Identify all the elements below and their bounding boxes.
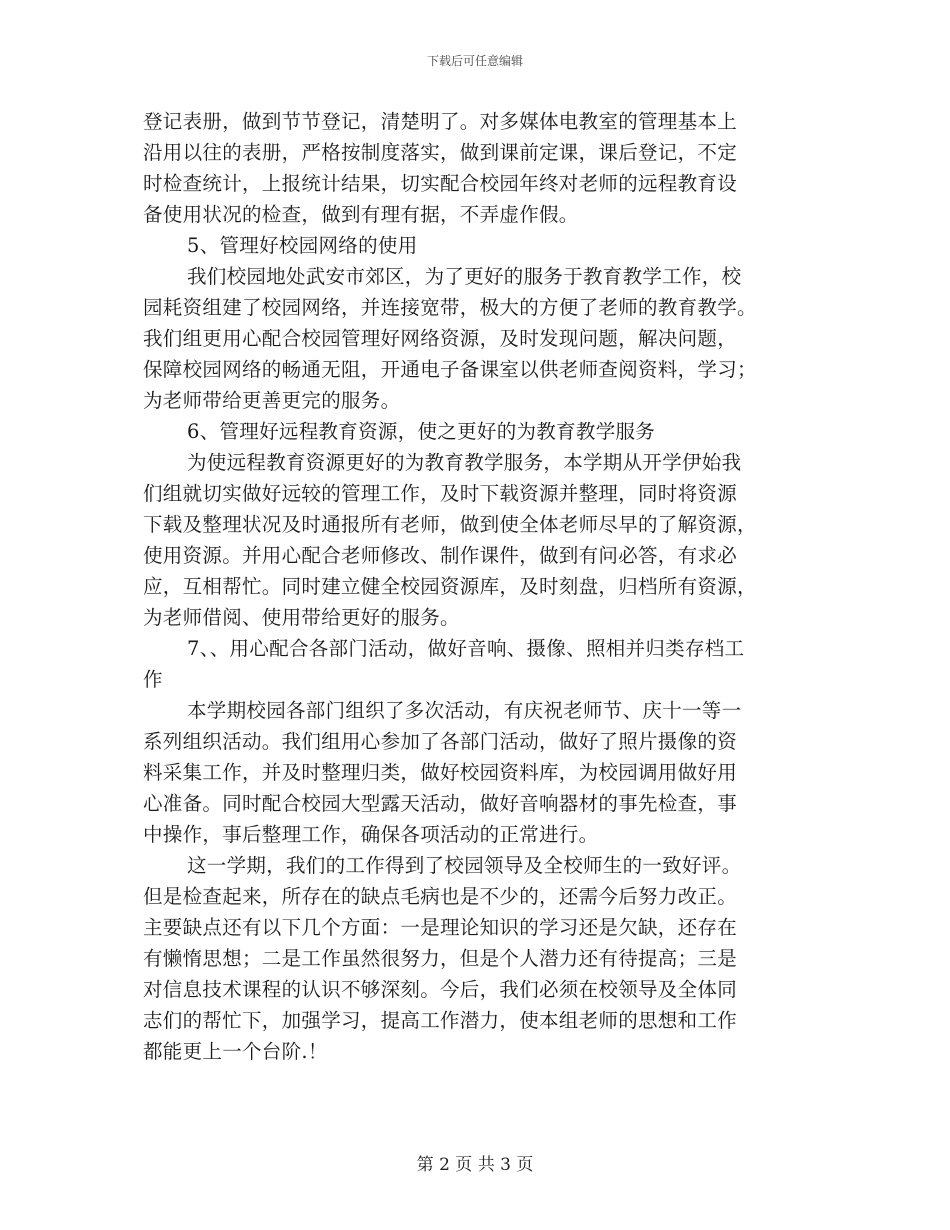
text-line: 沿用以往的表册，严格按制度落实，做到课前定课，课后登记，不定 (143, 141, 738, 164)
text-line: 园耗资组建了校园网络，并连接宽带，极大的方便了老师的教育教学。 (143, 296, 757, 319)
text-line: 我们组更用心配合校园管理好网络资源，及时发现问题，解决问题， (143, 327, 738, 350)
text-line: 有懒惰思想；二是工作虽然很努力，但是个人潜力还有待提高；三是 (143, 947, 738, 970)
text-line: 登记表册，做到节节登记，清楚明了。对多媒体电教室的管理基本上 (143, 110, 738, 133)
text-line: 下载及整理状况及时通报所有老师，做到使全体老师尽早的了解资源， (143, 513, 757, 536)
page-footer: 第 2 页 共 3 页 (416, 1155, 534, 1175)
text-line: 应，互相帮忙。同时建立健全校园资源库，及时刻盘，归档所有资源， (143, 575, 757, 598)
text-line: 时检查统计，上报统计结果，切实配合校园年终对老师的远程教育设 (143, 172, 738, 195)
text-line: 保障校园网络的畅通无阻，开通电子备课室以供老师查阅资料，学习； (143, 358, 757, 381)
text-line: 我们校园地处武安市郊区，为了更好的服务于教育教学工作，校 (187, 265, 742, 288)
text-line: 对信息技术课程的认识不够深刻。今后，我们必须在校领导及全体同 (143, 978, 738, 1001)
document-body (143, 106, 813, 1067)
text-line: 料采集工作，并及时整理归类，做好校园资料库，为校园调用做好用 (143, 761, 738, 784)
text-line: 为老师借阅、使用带给更好的服务。 (143, 606, 460, 629)
text-line: 心准备。同时配合校园大型露天活动，做好音响器材的事先检查，事 (143, 792, 738, 815)
page-header: 下载后可任意编辑 (426, 54, 523, 68)
text-line: 但是检查起来，所存在的缺点毛病也是不少的，还需今后努力改正。 (143, 885, 738, 908)
text-line: 志们的帮忙下，加强学习，提高工作潜力，使本组老师的思想和工作 (143, 1009, 738, 1032)
text-line: 为使远程教育资源更好的为教育教学服务，本学期从开学伊始我 (187, 451, 742, 474)
text-line: 5、管理好校园网络的使用 (187, 234, 418, 257)
text-line: 7、、用心配合各部门活动，做好音响、摄像、照相并归类存档工 (187, 637, 745, 660)
text-line: 为老师带给更善更完的服务。 (143, 389, 401, 412)
text-line: 备使用状况的检查，做到有理有据，不弄虚作假。 (143, 203, 579, 226)
text-line: 系列组织活动。我们组用心参加了各部门活动，做好了照片摄像的资 (143, 730, 738, 753)
text-line: 都能更上一个台阶.！ (143, 1040, 328, 1063)
text-line: 使用资源。并用心配合老师修改、制作课件，做到有问必答，有求必 (143, 544, 738, 567)
text-line: 这一学期，我们的工作得到了校园领导及全校师生的一致好评。 (187, 854, 742, 877)
text-line: 们组就切实做好远较的管理工作，及时下载资源并整理，同时将资源 (143, 482, 738, 505)
text-line: 本学期校园各部门组织了多次活动，有庆祝老师节、庆十一等一 (187, 699, 742, 722)
text-line: 主要缺点还有以下几个方面：一是理论知识的学习还是欠缺，还存在 (143, 916, 738, 939)
text-line: 作 (143, 668, 163, 691)
text-line: 中操作，事后整理工作，确保各项活动的正常进行。 (143, 823, 599, 846)
text-line: 6、管理好远程教育资源，使之更好的为教育教学服务 (187, 420, 656, 443)
